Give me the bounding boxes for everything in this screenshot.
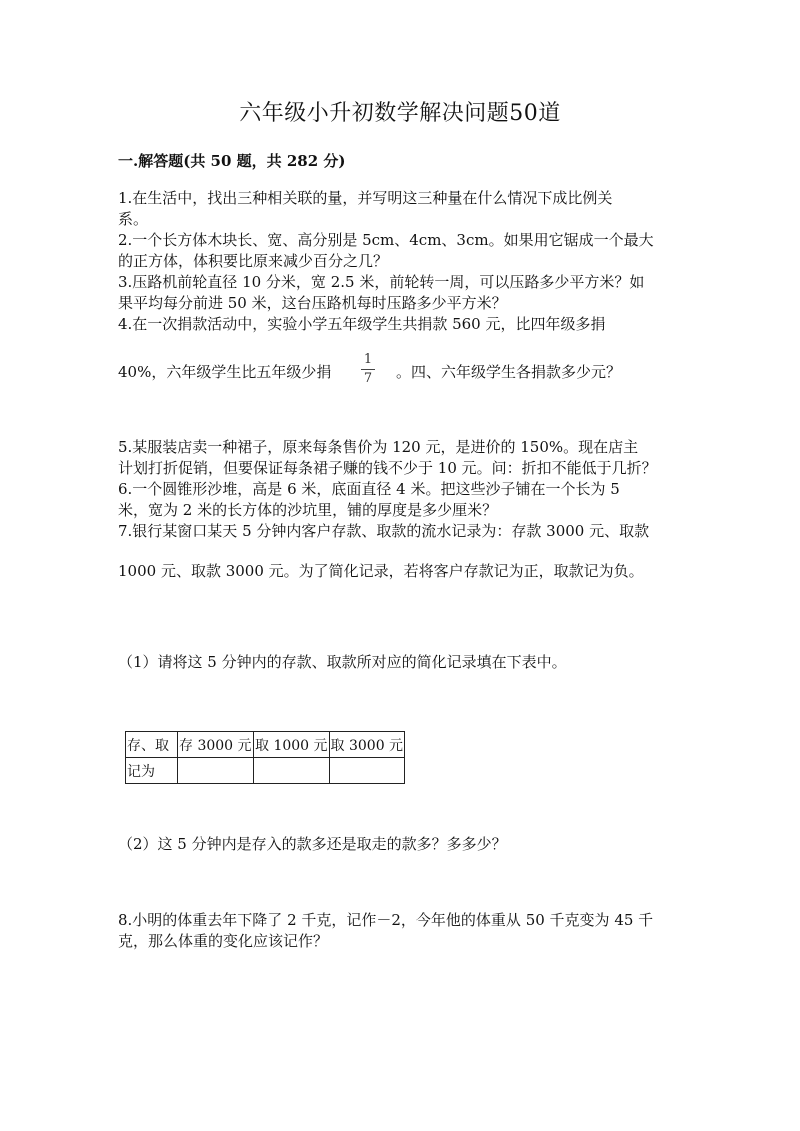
question-7-line-2: 1000 元、取款 3000 元。为了简化记录，若将客户存款记为正，取款记为负。 [118, 562, 644, 580]
record-table [125, 731, 405, 784]
question-2-line-1: 2.一个长方体木块长、宽、高分别是 5cm、4cm、3cm。如果用它锯成一个最大 [118, 231, 654, 249]
table-row-label: 记为 [126, 758, 178, 784]
fraction-denominator: 7 [363, 371, 373, 386]
question-5-line-1: 5.某服装店卖一种裙子，原来每条售价为 120 元，是进价的 150%。现在店主 [118, 438, 639, 456]
table-header-cell: 取 1000 元 [254, 732, 330, 758]
question-4-line-2a: 40%，六年级学生比五年级少捐 [118, 363, 332, 381]
question-1-line-2: 系。 [118, 210, 149, 228]
answer-cell[interactable] [178, 758, 254, 784]
fraction-numerator: 1 [363, 352, 373, 367]
table-header-cell: 取 3000 元 [329, 732, 405, 758]
table-row [126, 758, 405, 784]
question-8-line-1: 8.小明的体重去年下降了 2 千克，记作－2，今年他的体重从 50 千克变为 45 千 [118, 911, 654, 929]
question-8-line-2: 克，那么体重的变化应该记作？ [118, 932, 329, 950]
question-2-line-2: 的正方体，体积要比原来减少百分之几？ [118, 252, 389, 270]
question-7-line-1: 7.银行某窗口某天 5 分钟内客户存款、取款的流水记录为：存款 3000 元、取款 [118, 522, 650, 540]
question-4-line-1: 4.在一次捐款活动中，实验小学五年级学生共捐款 560 元，比四年级多捐 [118, 315, 606, 333]
page-title: 六年级小升初数学解决问题50道 [239, 101, 561, 126]
section-heading: 一.解答题(共 50 题，共 282 分) [118, 152, 346, 170]
answer-cell[interactable] [254, 758, 330, 784]
table-header-cell: 存、取 [126, 732, 178, 758]
table-row [126, 732, 405, 758]
table-header-cell: 存 3000 元 [178, 732, 254, 758]
question-7-sub-1: （1）请将这 5 分钟内的存款、取款所对应的简化记录填在下表中。 [118, 653, 567, 671]
question-3-line-2: 果平均每分前进 50 米，这台压路机每时压路多少平方米？ [118, 294, 507, 312]
answer-cell[interactable] [329, 758, 405, 784]
question-5-line-2: 计划打折促销，但要保证每条裙子赚的钱不少于 10 元。问：折扣不能低于几折？ [118, 459, 657, 477]
question-3-line-1: 3.压路机前轮直径 10 分米，宽 2.5 米，前轮转一周，可以压路多少平方米？如 [118, 273, 645, 291]
question-6-line-1: 6.一个圆锥形沙堆，高是 6 米，底面直径 4 米。把这些沙子铺在一个长为 5 [118, 480, 620, 498]
question-6-line-2: 米，宽为 2 米的长方体的沙坑里，铺的厚度是多少厘米？ [118, 501, 498, 519]
question-7-sub-2: （2）这 5 分钟内是存入的款多还是取走的款多？多多少？ [118, 835, 507, 853]
question-1-line-1: 1.在生活中，找出三种相关联的量，并写明这三种量在什么情况下成比例关 [118, 189, 613, 207]
question-4-line-2b: 。四、六年级学生各捐款多少元？ [396, 363, 622, 381]
fraction-bar [361, 369, 375, 370]
fraction-one-seventh [358, 352, 378, 387]
